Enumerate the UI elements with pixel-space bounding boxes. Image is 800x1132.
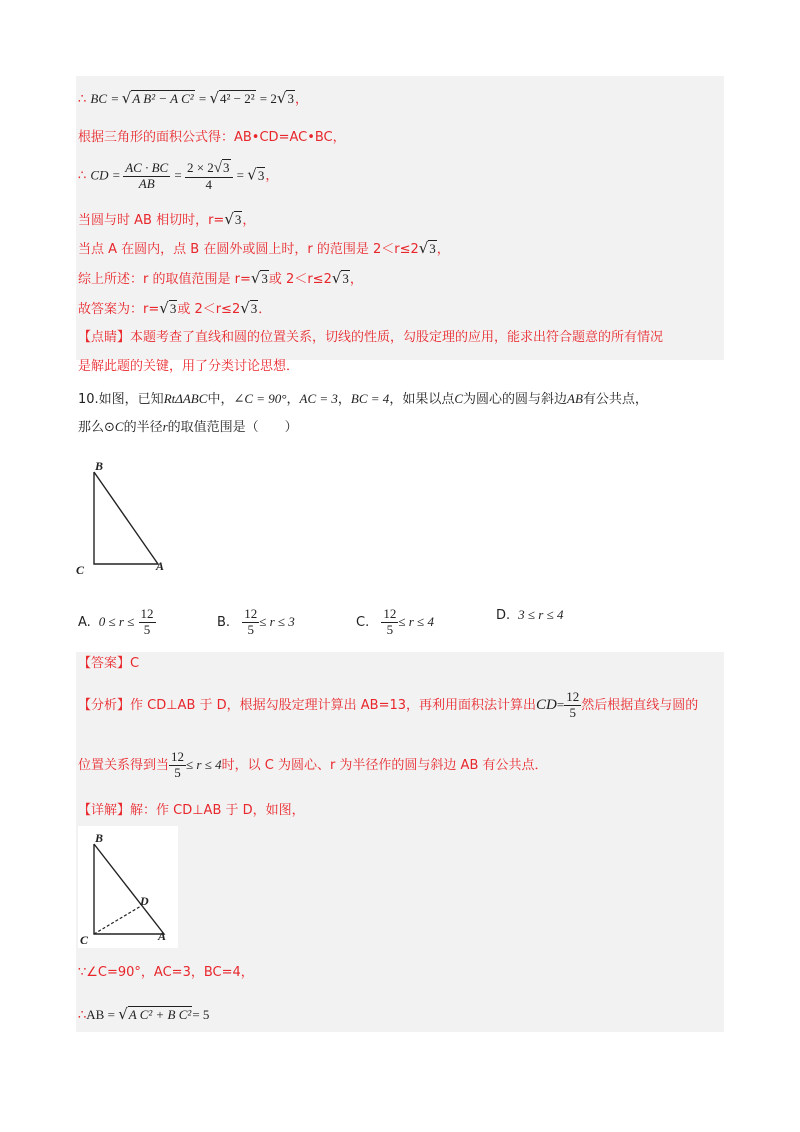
text-line-bc: ∴ BC = √A B² − A C² = √4² − 2² = 2√3， bbox=[78, 89, 308, 107]
expr-bc: BC bbox=[90, 91, 108, 106]
question-text-line-2: 那么⊙C的半径r的取值范围是（ ） bbox=[78, 419, 298, 435]
figure-1-label-c: C bbox=[76, 563, 85, 577]
answer-line: 【答案】C bbox=[78, 656, 140, 671]
figure-2-label-a: A bbox=[158, 929, 167, 943]
analysis-line-2: 位置关系得到当 $\frac{12}{5}$ ≤ r ≤ 4时，以 C 为圆心、r 为半径作的圆与斜边 AB 有公共点． bbox=[78, 749, 548, 780]
figure-1-label-a: A bbox=[156, 559, 165, 573]
option-c[interactable]: C. $\frac{12}{5}$ ≤ r ≤ 4 bbox=[356, 606, 434, 637]
expr-radicand-1: A B² − A C² bbox=[132, 91, 194, 106]
text-line-dianjing-2: 是解此题的关键，用了分类讨论思想． bbox=[78, 359, 300, 374]
figure-1-label-b: B bbox=[95, 459, 104, 473]
text-line-summary: 综上所述：r 的取值范围是 r=√3或 2＜r≤2√3， bbox=[78, 269, 363, 287]
text-line-range: 当点 A 在圆内，点 B 在圆外或圆上时，r 的范围是 2＜r≤2√3， bbox=[78, 239, 450, 257]
analysis-line-1: 【分析】作 CD⊥AB 于 D，根据勾股定理计算出 AB=13，再利用面积法计算出CD= $\frac{12}{5}$ 然后根据直线与圆的 bbox=[78, 689, 699, 720]
figure-2-label-c: C bbox=[80, 933, 89, 947]
text-line-area-formula: 根据三角形的面积公式得：AB•CD=AC•BC， bbox=[78, 130, 346, 145]
option-a[interactable]: A. 0 ≤ r ≤ $\frac{12}{5}$ bbox=[78, 606, 154, 637]
given-line: ∵∠C=90°，AC=3，BC=4， bbox=[78, 965, 254, 980]
question-text-line-1: 10.如图，已知RtΔABC中，∠C = 90°，AC = 3，BC = 4，如果以点C为圆心的圆与斜边AB有公共点， bbox=[78, 391, 648, 407]
expr-result: 2 bbox=[270, 91, 277, 106]
final-line: ∴AB = √A C² + B C²= 5 bbox=[78, 1005, 210, 1023]
text-line-tangent: 当圆与时 AB 相切时，r=√3， bbox=[78, 210, 256, 228]
figure-2-label-b: B bbox=[95, 831, 104, 845]
detail-line: 【详解】解：作 CD⊥AB 于 D，如图， bbox=[78, 803, 305, 818]
text-line-dianjing: 【点睛】本题考查了直线和圆的位置关系，切线的性质，勾股定理的应用，能求出符合题意的所有情况 bbox=[78, 330, 664, 345]
option-b[interactable]: B. $\frac{12}{5}$ ≤ r ≤ 3 bbox=[217, 606, 295, 637]
triangle-figure-2 bbox=[78, 826, 178, 948]
expr-radicand-2: 4² − 2² bbox=[220, 91, 255, 106]
therefore-symbol: ∴ bbox=[78, 92, 87, 107]
text-line-cd: ∴ CD = $\frac{AC \cdot BC}{AB}$ = $\frac{2 \times 2√3}{4}$ = √3， bbox=[78, 159, 279, 193]
option-d[interactable]: D. 3 ≤ r ≤ 4 bbox=[496, 607, 564, 623]
expr-sqrt3: 3 bbox=[287, 91, 294, 106]
text-line-answer: 故答案为：r=√3或 2＜r≤2√3． bbox=[78, 299, 272, 317]
figure-2-label-d: D bbox=[140, 894, 149, 908]
triangle-figure-1 bbox=[72, 455, 182, 580]
